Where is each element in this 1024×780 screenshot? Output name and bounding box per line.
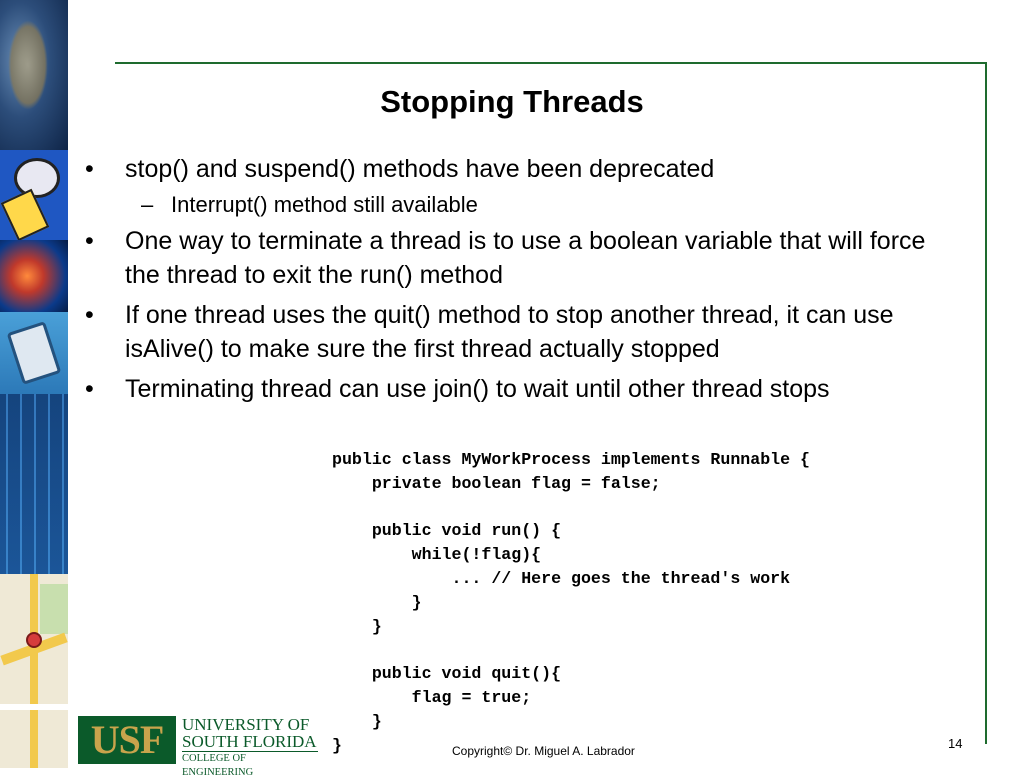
sub-bullet-item (85, 190, 965, 220)
map-pin-icon (26, 632, 42, 648)
bullet-item (85, 224, 965, 292)
sub-bullet-marker: – (141, 192, 154, 217)
bullet-marker: • (85, 375, 94, 403)
bullet-marker: • (85, 227, 94, 255)
brain-scan-image (0, 240, 68, 312)
bullet-text: One way to terminate a thread is to use a boolean variable that will force the thread to exit the run() method (125, 227, 926, 289)
server-rack-image (0, 394, 68, 574)
street-map-image (0, 574, 68, 768)
page-number: 14 (948, 736, 963, 751)
satellite-dish-clipart (0, 150, 68, 240)
bullet-item (85, 298, 965, 366)
bullet-item (85, 152, 965, 186)
logo-line-3: COLLEGE OF ENGINEERING (182, 751, 318, 780)
mobile-phone-image (0, 312, 68, 394)
bullet-marker: • (85, 301, 94, 329)
logo-line-1: UNIVERSITY OF (182, 715, 310, 734)
bullet-item (85, 372, 965, 406)
bullet-text: If one thread uses the quit() method to stop another thread, it can use isAlive() to make sure the first thread actually stopped (125, 301, 894, 363)
map-road (0, 704, 68, 710)
usf-logo (78, 715, 318, 778)
map-road (30, 574, 38, 768)
logo-line-2: SOUTH FLORIDA (182, 732, 317, 751)
copyright-footer: Copyright© Dr. Miguel A. Labrador (452, 744, 635, 758)
usf-logo-mark: USF (78, 716, 176, 764)
map-park (40, 584, 68, 634)
usf-logo-text (182, 716, 318, 780)
satellite-dish-icon (14, 158, 60, 198)
bullet-text: Terminating thread can use join() to wait until other thread stops (125, 375, 830, 403)
frame-top-line (115, 62, 987, 64)
sub-bullet-text: Interrupt() method still available (171, 192, 478, 217)
cellphone-icon (7, 321, 62, 385)
bullet-text: stop() and suspend() methods have been deprecated (125, 155, 715, 183)
satellite-earth-image (0, 0, 68, 150)
code-snippet: public class MyWorkProcess implements Runnable { private boolean flag = false; public void run() { while(!flag){ ... // Here goes the thread's work } } public void quit(){ flag = true; } } (332, 450, 810, 755)
bullet-list (85, 152, 965, 412)
bullet-marker: • (85, 155, 94, 183)
frame-right-line (985, 62, 987, 744)
slide-title: Stopping Threads (380, 84, 644, 119)
